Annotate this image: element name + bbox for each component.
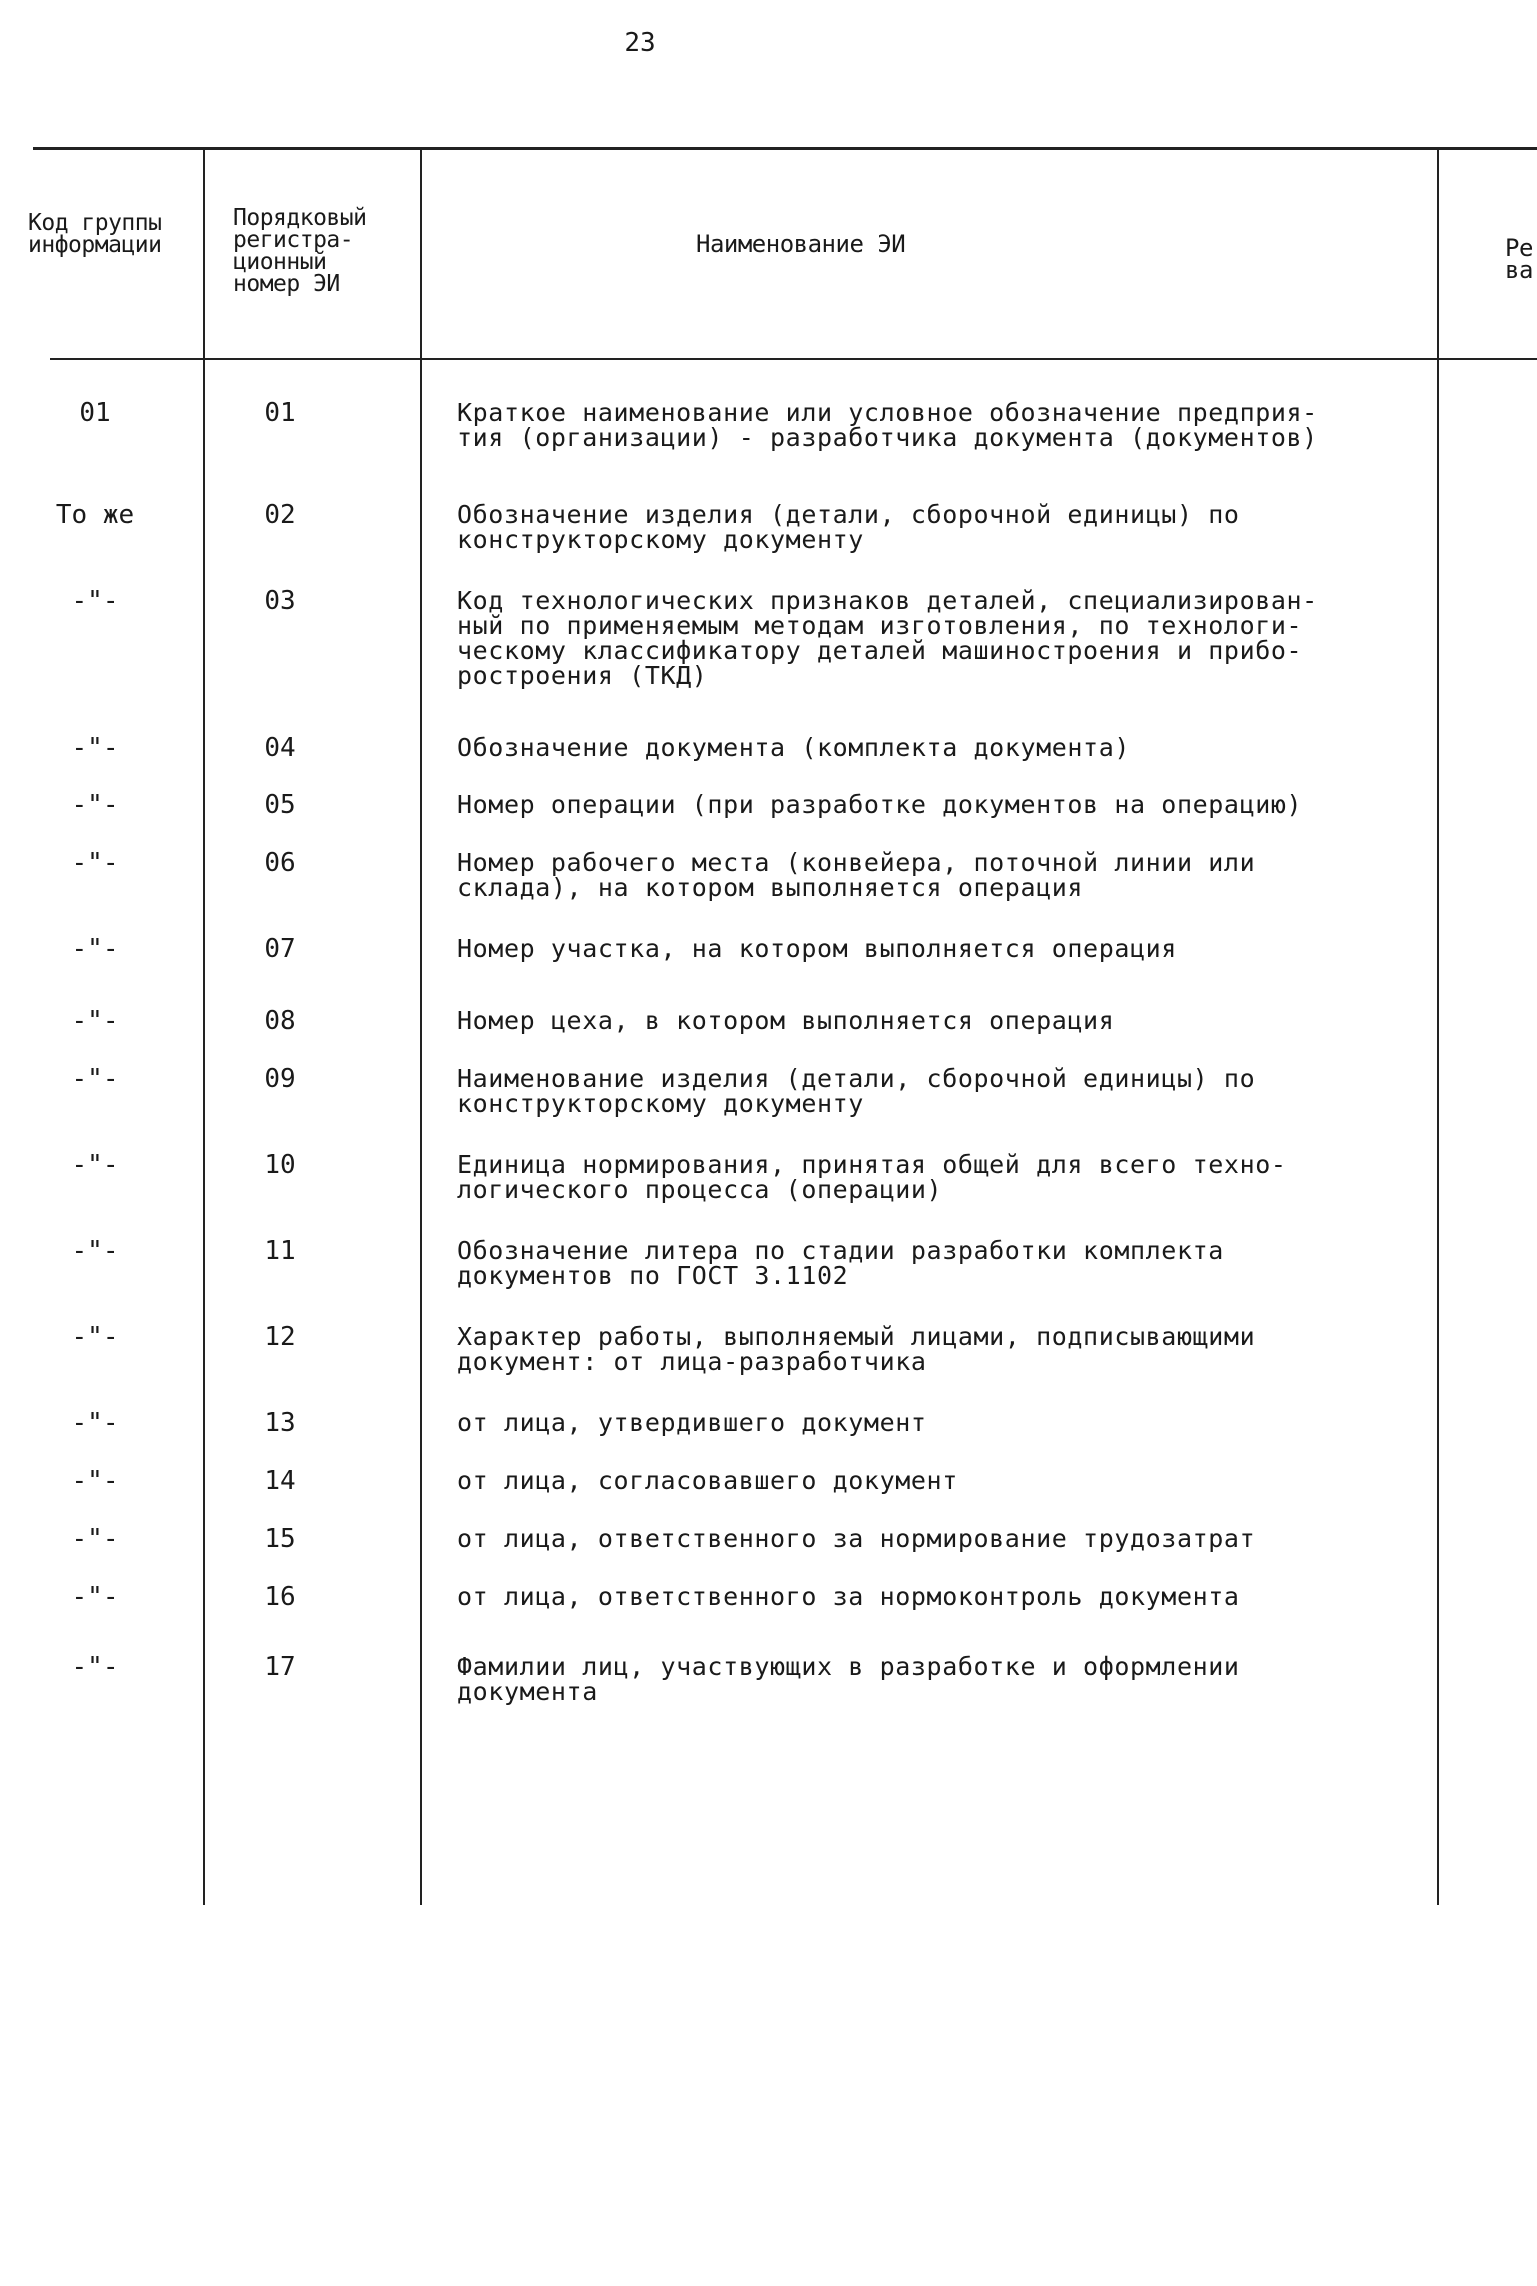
row-group-code: -"-	[71, 1582, 119, 1612]
table-top-rule	[33, 147, 1537, 150]
row-reg-number: 05	[264, 790, 296, 820]
column-divider-1	[203, 150, 205, 1905]
row-name: от лица, согласовавшего документ	[457, 1466, 958, 1495]
row-reg-number: 09	[264, 1064, 296, 1094]
row-group-code: -"-	[71, 790, 119, 820]
row-name: Наименование изделия (детали, сборочной единицы) по конструкторскому документу	[457, 1064, 1256, 1118]
row-reg-number: 12	[264, 1322, 296, 1352]
row-group-code: -"-	[71, 1150, 119, 1180]
row-reg-number: 06	[264, 848, 296, 878]
row-reg-number: 17	[264, 1652, 296, 1682]
header-group-code: Код группы информации	[28, 210, 162, 258]
row-group-code: -"-	[71, 586, 119, 616]
row-group-code: -"-	[71, 1322, 119, 1352]
row-name: Обозначение литера по стадии разработки комплекта документов по ГОСТ 3.1102	[457, 1236, 1224, 1290]
row-name: Обозначение изделия (детали, сборочной единицы) по конструкторскому документу	[457, 500, 1240, 554]
row-name: Номер цеха, в котором выполняется операция	[457, 1006, 1115, 1035]
row-group-code: -"-	[71, 934, 119, 964]
row-group-code: -"-	[71, 1466, 119, 1496]
row-group-code: -"-	[71, 1408, 119, 1438]
row-reg-number: 15	[264, 1524, 296, 1554]
row-reg-number: 04	[264, 733, 296, 763]
row-reg-number: 11	[264, 1236, 296, 1266]
row-group-code: -"-	[71, 1236, 119, 1266]
row-group-code: 01	[79, 398, 111, 428]
row-name: Обозначение документа (комплекта документа)	[457, 733, 1131, 762]
row-group-code: -"-	[71, 1524, 119, 1554]
row-name: Номер рабочего места (конвейера, поточной линии или склада), на котором выполняется операция	[457, 848, 1256, 902]
row-reg-number: 14	[264, 1466, 296, 1496]
header-reg-number: Порядковый регистра- ционный номер ЭИ	[233, 205, 367, 297]
row-reg-number: 13	[264, 1408, 296, 1438]
row-reg-number: 01	[264, 398, 296, 428]
page-number: 23	[624, 28, 656, 58]
row-group-code: То же	[55, 500, 135, 530]
row-group-code: -"-	[71, 848, 119, 878]
row-group-code: -"-	[71, 1064, 119, 1094]
row-group-code: -"-	[71, 1652, 119, 1682]
header-bottom-rule	[50, 358, 1537, 360]
row-group-code: -"-	[71, 733, 119, 763]
header-cut-off: Ре ва	[1505, 234, 1533, 284]
row-reg-number: 07	[264, 934, 296, 964]
row-reg-number: 10	[264, 1150, 296, 1180]
row-reg-number: 03	[264, 586, 296, 616]
row-reg-number: 02	[264, 500, 296, 530]
row-name: Номер операции (при разработке документов на операцию)	[457, 790, 1303, 819]
row-reg-number: 08	[264, 1006, 296, 1036]
row-reg-number: 16	[264, 1582, 296, 1612]
column-divider-2	[420, 150, 422, 1905]
row-name: Номер участка, на котором выполняется операция	[457, 934, 1177, 963]
row-name: от лица, ответственного за нормоконтроль документа	[457, 1582, 1240, 1611]
row-group-code: -"-	[71, 1006, 119, 1036]
row-name: от лица, утвердившего документ	[457, 1408, 927, 1437]
row-name: Фамилии лиц, участвующих в разработке и оформлении документа	[457, 1652, 1240, 1706]
row-name: Код технологических признаков деталей, специализирован- ный по применяемым методам изготовления, по технологи- ческому классификатору деталей машиностроения и прибо- ростроения (ТКД)	[457, 586, 1318, 690]
row-name: Краткое наименование или условное обозначение предприя- тия (организации) - разработчика документа (документов)	[457, 398, 1318, 452]
row-name: от лица, ответственного за нормирование трудозатрат	[457, 1524, 1256, 1553]
row-name: Характер работы, выполняемый лицами, подписывающими документ: от лица-разработчика	[457, 1322, 1256, 1376]
header-name: Наименование ЭИ	[696, 230, 906, 258]
row-name: Единица нормирования, принятая общей для всего техно- логического процесса (операции)	[457, 1150, 1287, 1204]
